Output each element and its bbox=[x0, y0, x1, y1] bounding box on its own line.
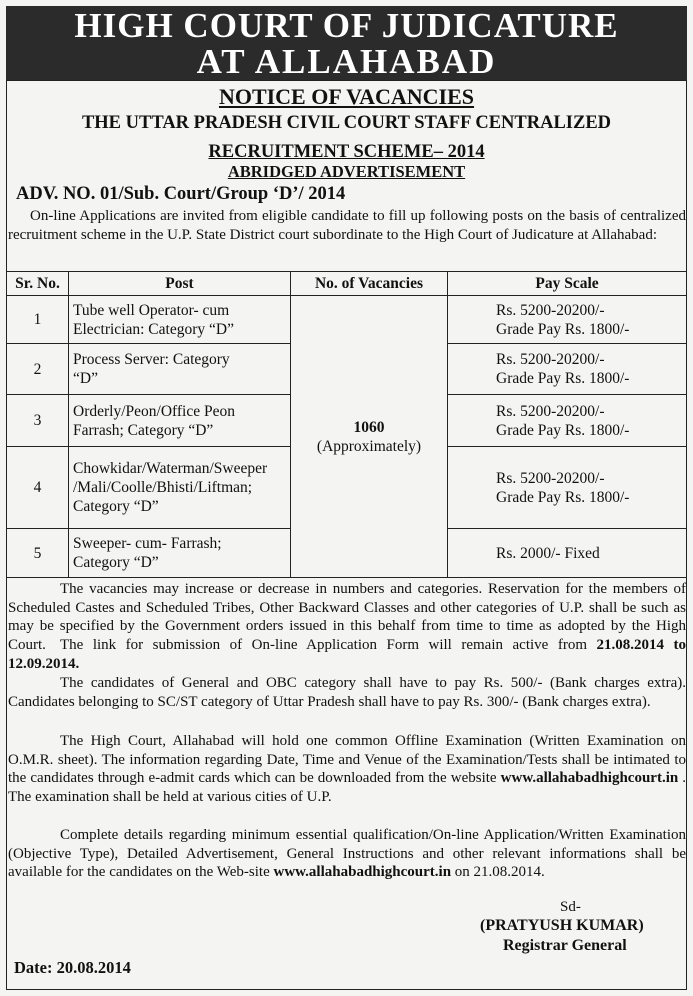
post-line: Chowkidar/Waterman/Sweeper bbox=[73, 460, 268, 477]
post-line: Category “D” bbox=[73, 554, 159, 571]
details-website-link[interactable]: www.allahabadhighcourt.in bbox=[273, 864, 452, 880]
sr-cell: 4 bbox=[7, 447, 69, 529]
sr-cell: 3 bbox=[7, 395, 69, 447]
header-sr-no: Sr. No. bbox=[7, 272, 69, 296]
link-from-date: 21.08.2014 bbox=[596, 637, 664, 653]
pay-line: Rs. 2000/- Fixed bbox=[496, 544, 600, 562]
table-header-row bbox=[7, 272, 687, 296]
post-cell bbox=[69, 395, 291, 447]
header-vacancies: No. of Vacancies bbox=[291, 272, 448, 296]
notice-title: NOTICE OF VACANCIES bbox=[218, 84, 475, 109]
post-line: “D” bbox=[73, 370, 98, 387]
header-pay-scale: Pay Scale bbox=[448, 272, 687, 296]
vacancies-cell bbox=[291, 296, 448, 578]
pay-line: Rs. 5200-20200/- bbox=[496, 351, 605, 368]
pay-line: Grade Pay Rs. 1800/- bbox=[496, 370, 630, 387]
pay-cell bbox=[448, 529, 687, 578]
scheme-title-line1: THE UTTAR PRADESH CIVIL COURT STAFF CENTRALIZED bbox=[81, 113, 612, 133]
fee-paragraph: The candidates of General and OBC category shall have to pay Rs. 500/- (Bank charges extra). Candidates belonging to SC/ST category of Uttar Pradesh shall have to pay Rs. 300/- (Bank charges extra). bbox=[8, 675, 686, 710]
scheme-title-line2: RECRUITMENT SCHEME– 2014 bbox=[208, 142, 485, 162]
link-to-date: 12.09.2014. bbox=[8, 655, 80, 672]
vacancies-note: (Approximately) bbox=[316, 437, 422, 455]
post-line: Orderly/Peon/Office Peon bbox=[73, 402, 235, 420]
vacancy-change-paragraph: The vacancies may increase or decrease in numbers and categories. Reservation for the members of Scheduled Castes and Scheduled Tribes, Other Backward Classes and other categories of U.P. shall be such as may be specified by the Government orders issued in this behalf from time to time as adopted by the High Court. bbox=[8, 581, 686, 653]
post-cell bbox=[69, 529, 291, 578]
signatory-designation: Registrar General bbox=[503, 937, 627, 954]
pay-line: Grade Pay Rs. 1800/- bbox=[496, 320, 630, 338]
link-text: The link for submission of On-line Application Form will remain active from bbox=[60, 637, 587, 653]
post-line: Process Server: Category bbox=[73, 351, 230, 368]
application-link-paragraph bbox=[8, 636, 686, 673]
court-title-line2: AT ALLAHABAD bbox=[196, 42, 497, 81]
pay-cell bbox=[448, 447, 687, 529]
details-text-end: on 21.08.2014. bbox=[454, 864, 545, 880]
exam-paragraph bbox=[8, 732, 686, 806]
pay-line: Rs. 5200-20200/- bbox=[496, 402, 605, 420]
post-line: Sweeper- cum- Farrash; bbox=[73, 535, 222, 552]
pay-line: Rs. 5200-20200/- bbox=[496, 469, 605, 487]
sr-cell: 1 bbox=[7, 296, 69, 344]
notice-date: Date: 20.08.2014 bbox=[14, 958, 131, 977]
pay-cell bbox=[448, 344, 687, 395]
vacancies-total: 1060 bbox=[353, 418, 385, 436]
vacancy-table bbox=[6, 271, 687, 578]
sr-cell: 5 bbox=[7, 529, 69, 578]
sr-cell: 2 bbox=[7, 344, 69, 395]
details-paragraph bbox=[8, 826, 686, 882]
header-band bbox=[6, 6, 687, 80]
table-row bbox=[7, 296, 687, 344]
pay-line: Grade Pay Rs. 1800/- bbox=[496, 488, 630, 506]
exam-text-end: . The examination shall be held at various cities of U.P. bbox=[8, 770, 687, 805]
pay-cell bbox=[448, 296, 687, 344]
post-cell bbox=[69, 344, 291, 395]
post-cell bbox=[69, 296, 291, 344]
signatory-name: (PRATYUSH KUMAR) bbox=[480, 917, 644, 934]
post-line: Tube well Operator- cum bbox=[73, 301, 230, 319]
abridged-heading: ABRIDGED ADVERTISEMENT bbox=[227, 162, 466, 181]
pay-cell bbox=[448, 395, 687, 447]
intro-paragraph: On-line Applications are invited from eligible candidate to fill up following posts on the basis of centralized recruitment scheme in the U.P. State District court subordinate to the High Court of Judicature at Allahabad: bbox=[8, 208, 686, 243]
signature-sd: Sd- bbox=[560, 899, 581, 915]
post-cell bbox=[69, 447, 291, 529]
exam-website-link[interactable]: www.allahabadhighcourt.in bbox=[500, 770, 679, 786]
court-title-line1: HIGH COURT OF JUDICATURE bbox=[74, 6, 619, 45]
link-to-word: to bbox=[673, 637, 687, 653]
exam-text: The High Court, Allahabad will hold one common Offline Examination (Written Examination on O.M.R. sheet). The information regarding Date, Time and Venue of the Examination/Tests shall be intimated to the candidates through e-admit cards which can be downloaded from the website bbox=[8, 733, 686, 786]
post-line: /Mali/Coolle/Bhisti/Liftman; bbox=[73, 479, 253, 496]
pay-line: Rs. 5200-20200/- bbox=[496, 301, 605, 319]
post-line: Category “D” bbox=[73, 498, 159, 515]
header-post: Post bbox=[69, 272, 291, 296]
post-line: Farrash; Category “D” bbox=[73, 421, 214, 439]
post-line: Electrician: Category “D” bbox=[73, 320, 234, 338]
advertisement-number: ADV. NO. 01/Sub. Court/Group ‘D’/ 2014 bbox=[16, 184, 346, 204]
pay-line: Grade Pay Rs. 1800/- bbox=[496, 421, 630, 439]
details-text: Complete details regarding minimum essential qualification/On-line Application/Written Examination (Objective Type), Detailed Advertisement, General Instructions and other relevant informations shall be available for the candidates on the Web-site bbox=[8, 827, 686, 880]
